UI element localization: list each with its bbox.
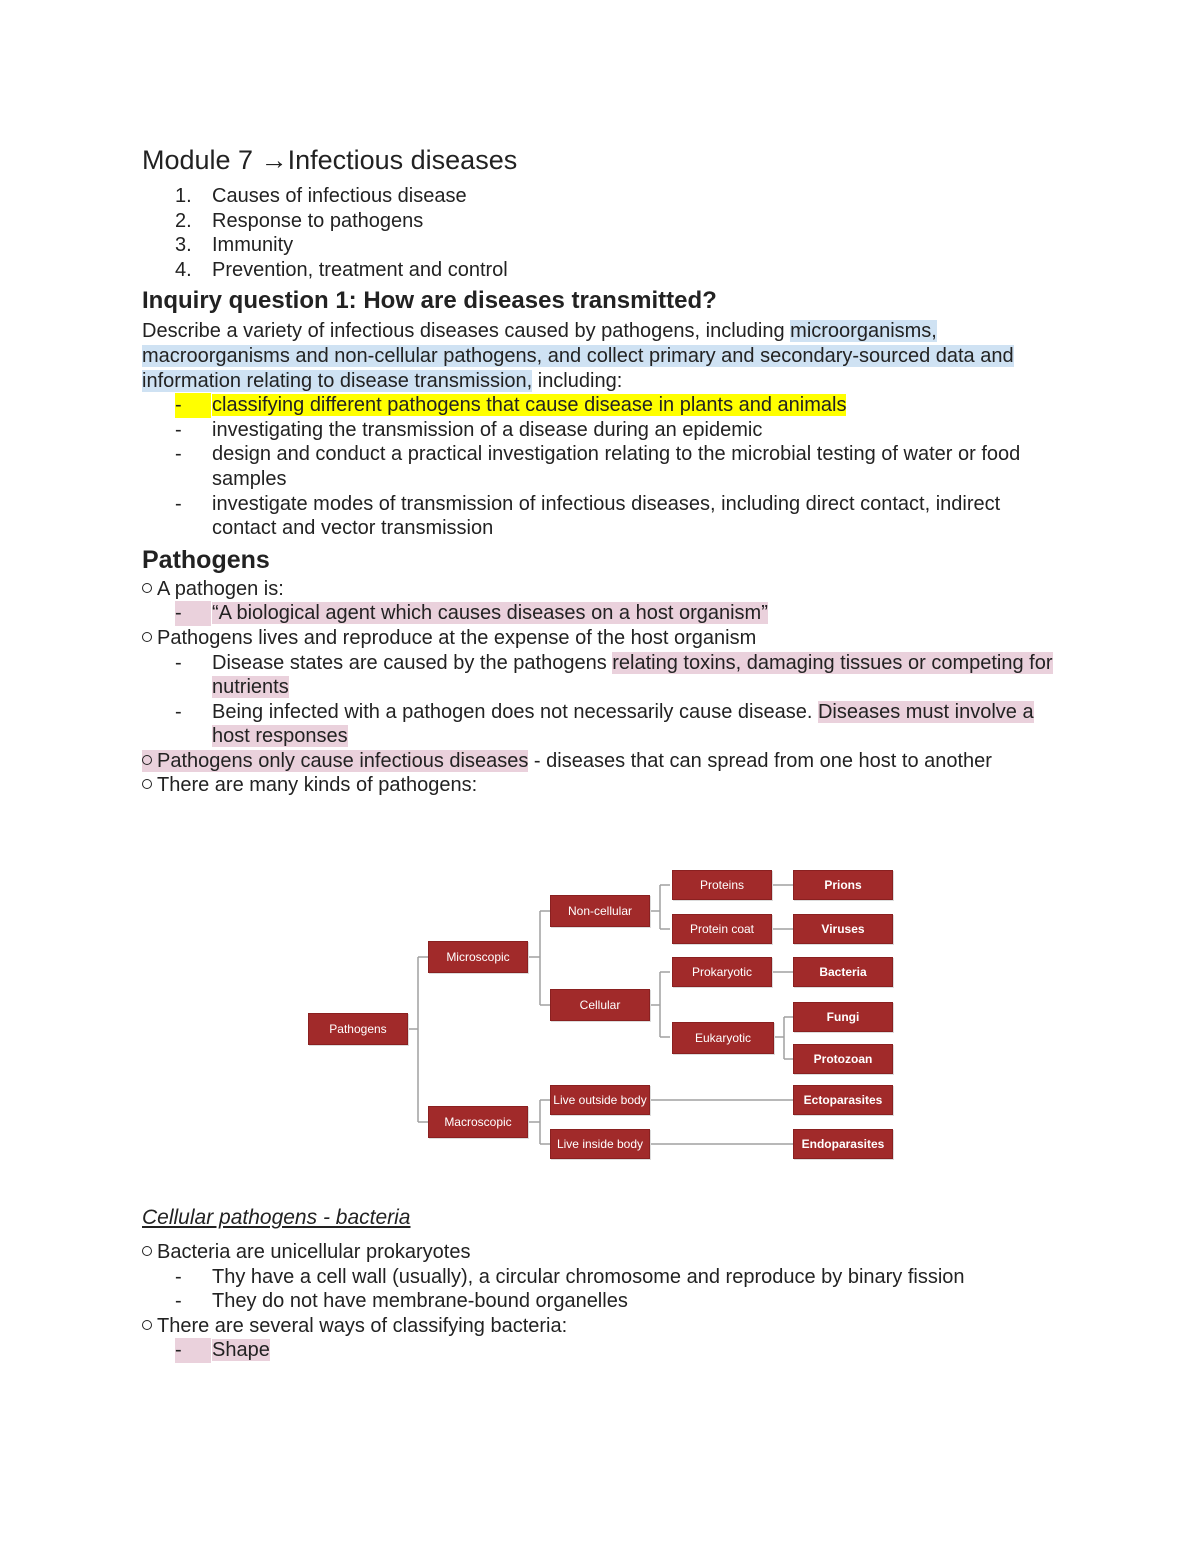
bacteria-notes (142, 1240, 1062, 1363)
list-item (142, 393, 1062, 418)
list-item (142, 1289, 1062, 1314)
module-list (142, 184, 1062, 282)
bullet-text: Pathogens lives and reproduce at the expense of the host organism (157, 626, 757, 649)
bullet-text: There are many kinds of pathogens: (157, 774, 478, 797)
list-item (142, 492, 1062, 541)
circle-bullet-icon (142, 755, 152, 765)
bullet-text: There are several ways of classifying bacteria: (157, 1314, 568, 1337)
bullet-text: Bacteria are unicellular prokaryotes (157, 1241, 471, 1263)
inquiry-list (142, 393, 1062, 541)
circle-bullet-icon (142, 1320, 152, 1330)
dash-bullet: - (175, 601, 211, 626)
list-item-text: They do not have membrane-bound organelles (212, 1290, 628, 1313)
bullet-item (142, 749, 1062, 774)
diagram-node-proteins: Proteins (672, 870, 772, 900)
list-item-text: classifying different pathogens that cause disease in plants and animals (212, 394, 847, 417)
list-item-text: Shape (212, 1339, 270, 1362)
list-item (142, 700, 1062, 749)
list-number: 1. (175, 185, 192, 207)
list-number: 3. (175, 234, 192, 257)
dash-bullet: - (175, 700, 182, 723)
intro-text: Describe a variety of infectious diseases caused by pathogens, including (142, 320, 791, 343)
list-item-highlight: relating toxins, damaging tissues or competing for nutrients (212, 651, 1053, 699)
list-item (142, 442, 1062, 491)
document-body (142, 140, 1062, 798)
bullet-item (142, 773, 1062, 798)
list-item (142, 601, 1062, 626)
dash-bullet: - (175, 1290, 182, 1313)
inquiry-intro (142, 319, 1062, 393)
circle-bullet-icon (142, 632, 152, 642)
bacteria-section (142, 1204, 1062, 1363)
bullet-item (142, 626, 1062, 651)
diagram-node-non-cellular: Non-cellular (550, 895, 650, 927)
list-item (142, 184, 1062, 209)
diagram-node-bacteria: Bacteria (793, 957, 893, 987)
page-title: Module 7 →Infectious diseases (142, 145, 518, 175)
list-item (142, 1338, 1062, 1363)
diagram-node-ectoparasites: Ectoparasites (793, 1085, 893, 1115)
bullet-item (142, 1240, 1062, 1265)
list-item-text: Disease states are caused by the pathogens (212, 651, 613, 674)
diagram-node-live-outside-body: Live outside body (550, 1085, 650, 1115)
dash-bullet: - (175, 1265, 182, 1288)
diagram-node-cellular: Cellular (550, 989, 650, 1021)
list-item-text: Response to pathogens (212, 209, 424, 232)
list-item-text: Immunity (212, 234, 294, 257)
diagram-node-protein-coat: Protein coat (672, 914, 772, 944)
list-number: 4. (175, 258, 192, 281)
inquiry-heading: Inquiry question 1: How are diseases transmitted? (142, 287, 717, 315)
diagram-node-fungi: Fungi (793, 1002, 893, 1032)
list-item-text: “A biological agent which causes diseases on a host organism” (212, 602, 768, 625)
pathogens-heading: Pathogens (142, 545, 270, 574)
intro-highlight: microorganisms, macroorganisms and non-cellular pathogens, and collect primary and secondary-sourced data and information relating to disease transmission, (142, 320, 1014, 392)
list-item-text: Causes of infectious disease (212, 185, 467, 207)
list-item (142, 418, 1062, 443)
diagram-node-macroscopic: Macroscopic (428, 1106, 528, 1138)
dash-bullet: - (175, 393, 211, 418)
diagram-node-pathogens: Pathogens (308, 1013, 408, 1045)
circle-bullet-icon (142, 583, 152, 593)
diagram-node-microscopic: Microscopic (428, 941, 528, 973)
circle-bullet-icon (142, 1246, 152, 1256)
bullet-text: - diseases that can spread from one host to another (528, 749, 992, 772)
dash-bullet: - (175, 492, 182, 515)
diagram-node-protozoan: Protozoan (793, 1044, 893, 1074)
diagram-node-endoparasites: Endoparasites (793, 1129, 893, 1159)
bullet-item (142, 577, 1062, 602)
diagram-node-prokaryotic: Prokaryotic (672, 957, 772, 987)
list-item (142, 209, 1062, 234)
bullet-item (142, 1314, 1062, 1339)
dash-bullet: - (175, 1338, 211, 1363)
list-item-text: Being infected with a pathogen does not necessarily cause disease. (212, 700, 818, 723)
list-item (142, 651, 1062, 700)
list-number: 2. (175, 209, 192, 232)
bacteria-heading: Cellular pathogens - bacteria (142, 1206, 411, 1229)
dash-bullet: - (175, 418, 182, 441)
diagram-node-prions: Prions (793, 870, 893, 900)
diagram-node-eukaryotic: Eukaryotic (672, 1022, 774, 1054)
pathogens-notes (142, 577, 1062, 798)
list-item-text: investigate modes of transmission of infectious diseases, including direct contact, indirect contact and vector transmission (212, 492, 1001, 540)
list-item (142, 258, 1062, 283)
dash-bullet: - (175, 651, 182, 674)
diagram-node-viruses: Viruses (793, 914, 893, 944)
list-item-highlight: Diseases must involve a host responses (212, 700, 1034, 748)
list-item-text: design and conduct a practical investigation relating to the microbial testing of water or food samples (212, 443, 1021, 490)
list-item (142, 233, 1062, 258)
pathogen-classification-diagram (300, 862, 900, 1162)
dash-bullet: - (175, 443, 182, 466)
bullet-highlight: Pathogens only cause infectious diseases (157, 749, 529, 772)
list-item (142, 1265, 1062, 1290)
bullet-text: A pathogen is: (157, 577, 284, 600)
circle-bullet-icon (142, 779, 152, 789)
list-item-text: investigating the transmission of a disease during an epidemic (212, 418, 763, 441)
diagram-node-live-inside-body: Live inside body (550, 1129, 650, 1159)
intro-text-end: including: (532, 369, 623, 392)
list-item-text: Thy have a cell wall (usually), a circular chromosome and reproduce by binary fission (212, 1265, 965, 1288)
list-item-text: Prevention, treatment and control (212, 258, 508, 281)
